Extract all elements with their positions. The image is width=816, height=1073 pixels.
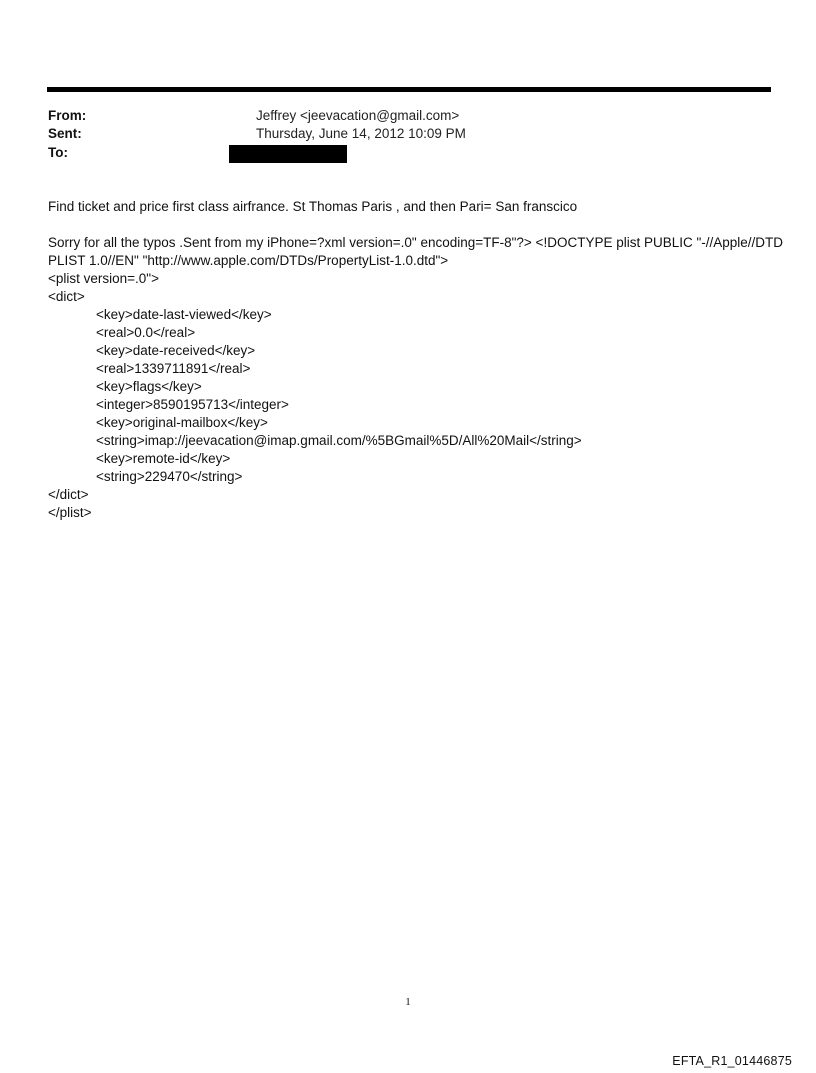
xml-line: <string>imap://jeevacation@imap.gmail.com/%5BGmail%5D/All%20Mail</string> — [96, 433, 582, 448]
message-line: </plist> — [48, 505, 92, 520]
to-label: To: — [48, 145, 68, 160]
message-line: Sorry for all the typos .Sent from my iPhone=?xml version=.0" encoding=TF-8"?> <!DOCTYPE plist PUBLIC "-//Apple//DTD — [48, 235, 784, 250]
from-label: From: — [48, 108, 87, 123]
from-value: Jeffrey <jeevacation@gmail.com> — [256, 108, 460, 123]
xml-line: <key>date-received</key> — [96, 343, 256, 358]
sent-value: Thursday, June 14, 2012 10:09 PM — [256, 126, 466, 141]
xml-line: <real>1339711891</real> — [96, 361, 251, 376]
xml-line: <key>date-last-viewed</key> — [96, 307, 272, 322]
message-line: <plist version=.0"> — [48, 271, 159, 286]
header-rule — [47, 87, 771, 92]
xml-line: <key>original-mailbox</key> — [96, 415, 268, 430]
xml-line: <real>0.0</real> — [96, 325, 196, 340]
message-line: </dict> — [48, 487, 89, 502]
xml-line: <key>remote-id</key> — [96, 451, 231, 466]
message-line: <dict> — [48, 289, 85, 304]
xml-line: <string>229470</string> — [96, 469, 243, 484]
document-id: EFTA_R1_01446875 — [672, 1054, 792, 1068]
xml-line: <integer>8590195713</integer> — [96, 397, 289, 412]
redaction-block — [229, 145, 347, 163]
sent-label: Sent: — [48, 126, 82, 141]
xml-line: <key>flags</key> — [96, 379, 202, 394]
message-line: Find ticket and price first class airfrance. St Thomas Paris , and then Pari= San franscico — [48, 199, 578, 214]
message-line: PLIST 1.0//EN" "http://www.apple.com/DTDs/PropertyList-1.0.dtd"> — [48, 253, 449, 268]
page-number: 1 — [405, 996, 411, 1008]
